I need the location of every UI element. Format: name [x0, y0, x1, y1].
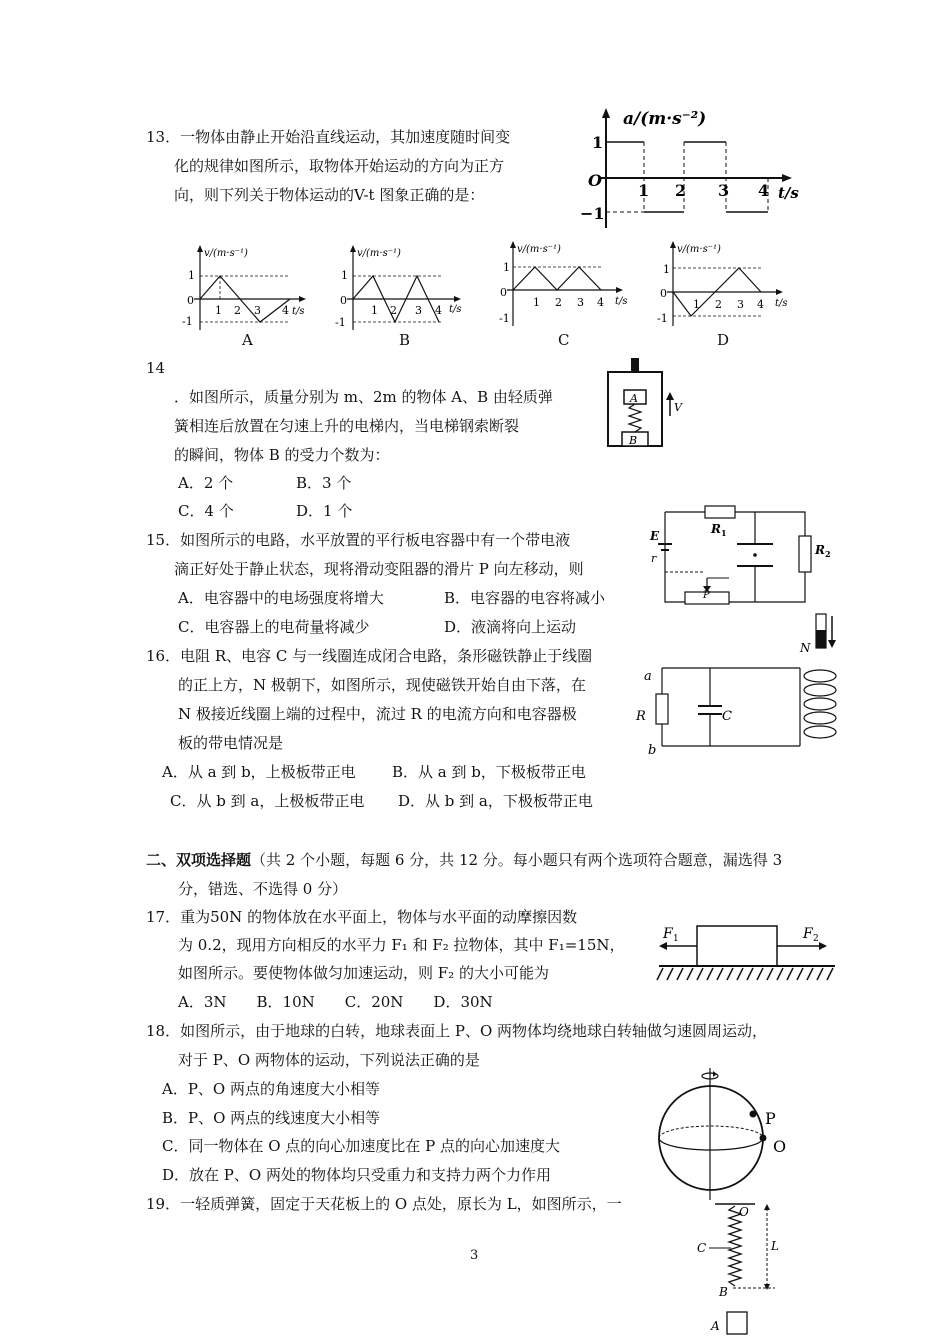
svg-text:2: 2	[825, 549, 831, 559]
svg-text:b: b	[648, 743, 657, 758]
q16-option-b: B．从 a 到 b，下极板带正电	[392, 763, 586, 781]
svg-text:2: 2	[675, 181, 687, 200]
vt-graph-b	[335, 242, 465, 332]
q15-option-c: C．电容器上的电荷量将减少	[178, 618, 370, 636]
q16-option-d: D．从 b 到 a，下极板带正电	[398, 792, 593, 810]
q14-number: 14	[146, 359, 166, 377]
svg-text:4: 4	[597, 296, 604, 309]
q13-line1: 13．一物体由静止开始沿直线运动，其加速度随时间变	[146, 128, 511, 146]
q14-line1: ．如图所示，质量分别为 m、2m 的物体 A、B 由轻质弹	[174, 388, 553, 406]
svg-text:4: 4	[435, 304, 442, 317]
q18-line2: 对于 P、O 两物体的运动，下列说法正确的是	[178, 1051, 480, 1069]
svg-text:0: 0	[500, 286, 507, 299]
section2-heading: 二、双项选择题	[146, 851, 252, 869]
svg-text:N: N	[800, 641, 811, 655]
svg-text:3: 3	[737, 298, 744, 311]
svg-text:0: 0	[660, 287, 667, 300]
magnet-coil-circuit-diagram	[630, 610, 840, 760]
svg-text:3: 3	[415, 304, 422, 317]
svg-text:1: 1	[663, 263, 670, 276]
svg-text:L: L	[771, 1239, 779, 1253]
svg-text:R: R	[711, 522, 721, 536]
svg-text:v/(m·s⁻¹): v/(m·s⁻¹)	[357, 248, 401, 259]
q18-option-b: B．P、O 两点的线速度大小相等	[162, 1109, 381, 1127]
svg-text:4: 4	[757, 298, 764, 311]
svg-text:-1: -1	[182, 315, 193, 328]
svg-text:2: 2	[234, 304, 241, 317]
svg-text:1: 1	[341, 269, 348, 282]
vt-graph-a	[180, 242, 310, 332]
q18-option-a: A．P、O 两点的角速度大小相等	[162, 1080, 380, 1098]
svg-text:3: 3	[718, 181, 730, 200]
svg-text:A: A	[711, 1319, 720, 1333]
svg-text:r: r	[651, 552, 657, 565]
elevator-diagram	[602, 356, 692, 452]
svg-text:1: 1	[693, 298, 700, 311]
svg-text:2: 2	[390, 304, 397, 317]
capacitor-circuit-diagram	[645, 500, 835, 610]
svg-text:2: 2	[715, 298, 722, 311]
q18-line1: 18．如图所示，由于地球的白转，地球表面上 P、O 两物体均绕地球白转轴做匀速圆周运动，	[146, 1022, 768, 1040]
svg-text:1: 1	[592, 133, 604, 152]
page-number: 3	[470, 1248, 479, 1263]
q15-line2: 滴正好处于静止状态，现将滑动变阻器的滑片 P 向左移动，则	[174, 560, 584, 578]
acceleration-time-graph	[578, 106, 808, 230]
option-label-a: A	[242, 331, 253, 349]
q17-line2: 为 0.2，现用方向相反的水平力 F₁ 和 F₂ 拉物体，其中 F₁=15N，	[178, 936, 625, 954]
svg-text:1: 1	[371, 304, 378, 317]
q18-option-d: D．放在 P、O 两处的物体均只受重力和支持力两个力作用	[162, 1166, 551, 1184]
svg-text:4: 4	[282, 304, 289, 317]
at-xlabel: t/s	[778, 184, 799, 202]
svg-text:0: 0	[187, 294, 194, 307]
svg-text:V: V	[674, 401, 682, 414]
section2-line2: 分，错选、不选得 0 分）	[178, 880, 348, 898]
q17-line3: 如图所示。要使物体做匀加速运动，则 F₂ 的大小可能为	[178, 964, 549, 982]
svg-text:3: 3	[254, 304, 261, 317]
q16-line3: N 极接近线圈上端的过程中，流过 R 的电流方向和电容器极	[178, 705, 577, 723]
svg-text:t/s: t/s	[292, 306, 305, 317]
svg-text:0: 0	[340, 294, 347, 307]
svg-text:O: O	[588, 171, 602, 190]
svg-text:v/(m·s⁻¹): v/(m·s⁻¹)	[677, 244, 721, 255]
svg-text:C: C	[697, 1241, 707, 1255]
q14-option-c: C．4 个	[178, 502, 234, 520]
q16-line2: 的正上方，N 极朝下，如图所示，现使磁铁开始自由下落，在	[178, 676, 586, 694]
spring-diagram	[695, 1200, 795, 1344]
svg-text:t/s: t/s	[775, 298, 788, 309]
q14-line2: 簧相连后放置在匀速上升的电梯内，当电梯钢索断裂	[174, 417, 520, 435]
q13-line2: 化的规律如图所示，取物体开始运动的方向为正方	[174, 157, 505, 175]
svg-text:−1: −1	[580, 204, 605, 223]
svg-text:1: 1	[188, 269, 195, 282]
svg-text:t/s: t/s	[615, 296, 628, 307]
svg-text:C: C	[722, 709, 732, 724]
svg-text:O: O	[773, 1137, 787, 1156]
svg-text:v/(m·s⁻¹): v/(m·s⁻¹)	[204, 248, 248, 259]
svg-text:F: F	[803, 926, 813, 942]
svg-text:a: a	[644, 669, 652, 684]
friction-block-diagram	[655, 916, 840, 988]
svg-text:B: B	[629, 434, 638, 447]
svg-text:v/(m·s⁻¹): v/(m·s⁻¹)	[517, 244, 561, 255]
at-ylabel: a/(m·s⁻²)	[623, 109, 707, 129]
svg-text:1: 1	[533, 296, 540, 309]
svg-text:O: O	[739, 1205, 749, 1219]
q16-line4: 板的带电情况是	[178, 734, 284, 752]
q16-option-c: C．从 b 到 a，上极板带正电	[170, 792, 365, 810]
q14-option-d: D．1 个	[296, 502, 353, 520]
svg-text:F: F	[663, 926, 673, 942]
option-label-c: C	[558, 331, 570, 349]
q14-line3: 的瞬间，物体 B 的受力个数为：	[174, 446, 390, 464]
vt-graph-d	[655, 238, 790, 328]
q16-line1: 16．电阻 R、电容 C 与一线圈连成闭合电路，条形磁铁静止于线圈	[146, 647, 593, 665]
q15-option-a: A．电容器中的电场强度将增大	[178, 589, 384, 607]
svg-text:R: R	[815, 543, 825, 557]
svg-text:1: 1	[215, 304, 222, 317]
svg-text:t/s: t/s	[449, 304, 462, 315]
svg-text:A: A	[630, 392, 638, 405]
q15-option-d: D．液滴将向上运动	[444, 618, 577, 636]
svg-text:1: 1	[721, 528, 727, 538]
q17-line1: 17．重为50N 的物体放在水平面上，物体与水平面的动摩擦因数	[146, 908, 578, 926]
svg-text:2: 2	[555, 296, 562, 309]
vt-graph-c	[495, 238, 630, 328]
svg-text:B: B	[719, 1285, 728, 1299]
svg-text:-1: -1	[335, 316, 346, 329]
svg-text:4: 4	[758, 181, 770, 200]
q16-option-a: A．从 a 到 b，上极板带正电	[162, 763, 356, 781]
option-label-b: B	[399, 331, 411, 349]
q14-option-a: A．2 个	[178, 474, 234, 492]
q18-option-c: C．同一物体在 O 点的向心加速度比在 P 点的向心加速度大	[162, 1137, 560, 1155]
earth-rotation-diagram	[655, 1066, 795, 1202]
q15-option-b: B．电容器的电容将减小	[444, 589, 606, 607]
svg-text:P: P	[765, 1109, 776, 1128]
q14-option-b: B．3 个	[296, 474, 352, 492]
svg-text:1: 1	[503, 261, 510, 274]
q13-line3: 向，则下列关于物体运动的V-t 图象正确的是：	[174, 186, 485, 204]
section2-heading-line	[146, 850, 782, 870]
svg-text:1: 1	[638, 181, 650, 200]
svg-text:-1: -1	[657, 312, 668, 325]
svg-text:3: 3	[577, 296, 584, 309]
q19-line1: 19．一轻质弹簧，固定于天花板上的 O 点处，原长为 L，如图所示，一	[146, 1195, 622, 1213]
svg-text:1: 1	[673, 934, 679, 944]
svg-text:-1: -1	[499, 312, 510, 325]
q17-options: A．3N B．10N C．20N D．30N	[178, 993, 493, 1011]
svg-text:2: 2	[813, 934, 819, 944]
svg-text:P: P	[703, 590, 710, 601]
section2-description: （共 2 个小题，每题 6 分，共 12 分。每小题只有两个选项符合题意，漏选得 3	[251, 851, 783, 869]
q15-line1: 15．如图所示的电路，水平放置的平行板电容器中有一个带电液	[146, 531, 571, 549]
svg-text:R: R	[636, 709, 646, 724]
svg-text:E: E	[650, 529, 660, 543]
option-label-d: D	[717, 331, 730, 349]
